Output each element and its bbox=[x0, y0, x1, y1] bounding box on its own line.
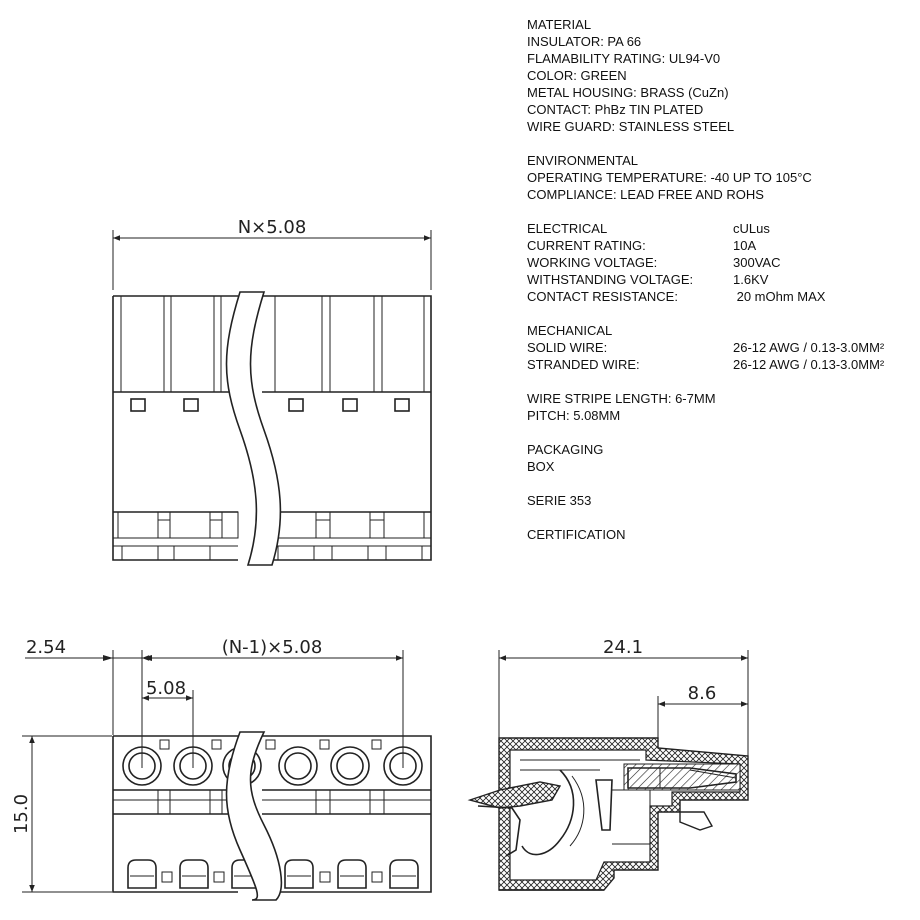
material-line: METAL HOUSING: BRASS (CuZn) bbox=[527, 85, 729, 100]
wire-stripe-length: WIRE STRIPE LENGTH: 6-7MM bbox=[527, 391, 716, 406]
break-line bbox=[227, 732, 282, 900]
serie-label: SERIE 353 bbox=[527, 493, 592, 508]
body-outline-right bbox=[262, 296, 431, 560]
dim-partial: 8.6 bbox=[687, 683, 717, 704]
dim-top-width: N×5.08 bbox=[237, 217, 307, 238]
mechanical-label: STRANDED WIRE: bbox=[527, 357, 640, 372]
electrical-value: 300VAC bbox=[733, 255, 781, 270]
electrical-label: CURRENT RATING: bbox=[527, 238, 646, 253]
electrical-value: 10A bbox=[733, 238, 757, 253]
material-line: CONTACT: PhBz TIN PLATED bbox=[527, 102, 704, 117]
electrical-label: WITHSTANDING VOLTAGE: bbox=[527, 272, 694, 287]
dim-span: (N-1)×5.08 bbox=[221, 637, 323, 658]
material-line: INSULATOR: PA 66 bbox=[527, 34, 642, 49]
material-line: WIRE GUARD: STAINLESS STEEL bbox=[527, 119, 735, 134]
mechanical-value: 26-12 AWG / 0.13-3.0MM² bbox=[733, 357, 885, 372]
dim-pitch: 5.08 bbox=[145, 678, 187, 699]
side-view bbox=[470, 637, 748, 890]
packaging-title: PACKAGING bbox=[527, 442, 604, 457]
material-line: FLAMABILITY RATING: UL94-V0 bbox=[527, 51, 721, 66]
dim-offset: 2.54 bbox=[25, 637, 67, 658]
top-view bbox=[113, 217, 431, 565]
electrical-value: 20 mOhm MAX bbox=[733, 289, 826, 304]
electrical-cert: cULus bbox=[733, 221, 770, 236]
electrical-title: ELECTRICAL bbox=[527, 221, 608, 236]
electrical-value: 1.6KV bbox=[733, 272, 769, 287]
packaging-value: BOX bbox=[527, 459, 555, 474]
break-line bbox=[227, 292, 281, 565]
dim-depth: 24.1 bbox=[602, 637, 644, 658]
dim-height: 15.0 bbox=[11, 793, 32, 835]
environmental-title: ENVIRONMENTAL bbox=[527, 153, 638, 168]
mechanical-label: SOLID WIRE: bbox=[527, 340, 608, 355]
material-line: COLOR: GREEN bbox=[527, 68, 627, 83]
environmental-line: OPERATING TEMPERATURE: -40 UP TO 105°C bbox=[527, 170, 812, 185]
mechanical-title: MECHANICAL bbox=[527, 323, 613, 338]
pitch-line: PITCH: 5.08MM bbox=[527, 408, 621, 423]
material-title: MATERIAL bbox=[527, 17, 592, 32]
mechanical-value: 26-12 AWG / 0.13-3.0MM² bbox=[733, 340, 885, 355]
environmental-line: COMPLIANCE: LEAD FREE AND ROHS bbox=[527, 187, 764, 202]
front-view bbox=[11, 637, 431, 900]
screw-holes bbox=[123, 747, 422, 785]
electrical-label: CONTACT RESISTANCE: bbox=[527, 289, 678, 304]
certification-label: CERTIFICATION bbox=[527, 527, 626, 542]
electrical-label: WORKING VOLTAGE: bbox=[527, 255, 658, 270]
